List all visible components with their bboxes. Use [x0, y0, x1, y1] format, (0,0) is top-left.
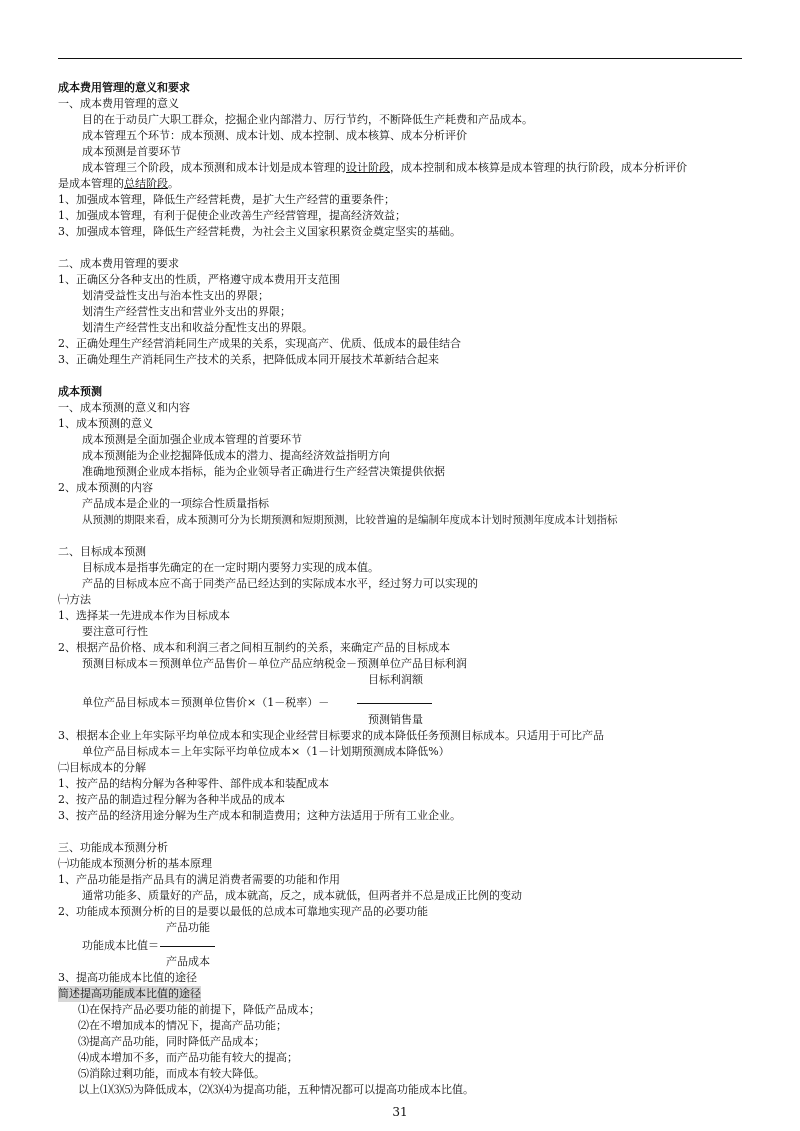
list-item: ⑴在保持产品必要功能的前提下，降低产品成本；: [78, 1003, 320, 1016]
list-item: 1、产品功能是指产品具有的满足消费者需要的功能和作用: [58, 873, 340, 886]
paragraph: 成本预测能为企业挖掘降低成本的潜力、提高经济效益指明方向: [82, 449, 390, 462]
list-item: ⑸消除过剩功能，而成本有较大降低。: [78, 1067, 265, 1080]
list-item: 2、成本预测的内容: [58, 481, 153, 494]
subheading: 一、成本费用管理的意义: [58, 97, 179, 110]
paragraph: 成本预测是首要环节: [82, 145, 181, 158]
list-item: 3、正确处理生产消耗同生产技术的关系，把降低成本同开展技术革新结合起来: [58, 353, 439, 366]
subheading: ㈠方法: [58, 593, 91, 606]
paragraph: 从预测的期限来看，成本预测可分为长期预测和短期预测，比较普遍的是编制年度成本计划时预测年度成本计划指标: [82, 514, 618, 526]
paragraph: 成本管理五个环节：成本预测、成本计划、成本控制、成本核算、成本分析评价: [82, 129, 467, 142]
paragraph: 通常功能多、质量好的产品，成本就高，反之，成本就低，但两者并不总是成正比例的变动: [82, 889, 522, 902]
paragraph: 产品的目标成本应不高于同类产品已经达到的实际成本水平，经过努力可以实现的: [82, 577, 478, 590]
fraction-numerator: 产品功能: [166, 921, 210, 934]
section-title: 成本预测: [58, 385, 102, 398]
paragraph: 成本预测是全面加强企业成本管理的首要环节: [82, 433, 302, 446]
list-item: 2、按产品的制造过程分解为各种半成品的成本: [58, 793, 285, 806]
paragraph: 是成本管理的总结阶段。: [58, 177, 179, 190]
list-item: 划清生产经营性支出和营业外支出的界限；: [82, 305, 291, 318]
underlined-term: 总结阶段: [124, 177, 168, 190]
underlined-term: 设计阶段: [346, 161, 390, 174]
list-item: ⑶提高产品功能，同时降低产品成本；: [78, 1035, 265, 1048]
fraction-bar: [160, 946, 215, 947]
list-item: 1、按产品的结构分解为各种零件、部件成本和装配成本: [58, 777, 329, 790]
formula: 预测目标成本＝预测单位产品售价－单位产品应纳税金－预测单位产品目标利润: [82, 657, 467, 670]
list-item: ⑵在不增加成本的情况下，提高产品功能；: [78, 1019, 287, 1032]
list-item: 1、正确区分各种支出的性质，严格遵守成本费用开支范围: [58, 273, 340, 286]
formula: 单位产品目标成本＝上年实际平均单位成本×（1－计划期预测成本降低%）: [82, 745, 450, 758]
paragraph: 产品成本是企业的一项综合性质量指标: [82, 497, 269, 510]
list-item: 3、根据本企业上年实际平均单位成本和实现企业经营目标要求的成本降低任务预测目标成本。只适用于可比产品: [58, 729, 604, 742]
list-item: 1、加强成本管理，降低生产经营耗费，是扩大生产经营的重要条件；: [58, 193, 395, 206]
paragraph: 以上⑴⑶⑸为降低成本，⑵⑶⑷为提高功能，五种情况都可以提高功能成本比值。: [78, 1083, 474, 1096]
subheading: ㈡目标成本的分解: [58, 761, 146, 774]
list-item: 3、按产品的经济用途分解为生产成本和制造费用；这种方法适用于所有工业企业。: [58, 809, 461, 822]
list-item: 1、选择某一先进成本作为目标成本: [58, 609, 230, 622]
list-item: 划清受益性支出与治本性支出的界限；: [82, 289, 269, 302]
subheading: 二、成本费用管理的要求: [58, 257, 179, 270]
paragraph: 准确地预测企业成本指标，能为企业领导者正确进行生产经营决策提供依据: [82, 465, 445, 478]
list-item: 划清生产经营性支出和收益分配性支出的界限。: [82, 321, 313, 334]
list-item: 1、加强成本管理，有利于促使企业改善生产经营管理，提高经济效益；: [58, 209, 406, 222]
formula: 单位产品目标成本＝预测单位售价×（1－税率）－: [82, 696, 330, 709]
header-rule: [58, 58, 742, 59]
fraction-denominator: 产品成本: [166, 955, 210, 968]
subheading: 二、目标成本预测: [58, 545, 146, 558]
list-item: ⑷成本增加不多，而产品功能有较大的提高；: [78, 1051, 298, 1064]
list-item: 1、成本预测的意义: [58, 417, 153, 430]
formula: 功能成本比值＝: [82, 939, 159, 952]
list-item: 3、加强成本管理，降低生产经营耗费，为社会主义国家积累资金奠定坚实的基础。: [58, 225, 461, 238]
fraction-bar: [357, 703, 432, 704]
list-item: 3、提高功能成本比值的途径: [58, 971, 197, 984]
highlighted-question: 简述提高功能成本比值的途径: [58, 987, 201, 1000]
page-number: 31: [392, 1105, 408, 1119]
list-item: 2、根据产品价格、成本和利润三者之间相互制约的关系，来确定产品的目标成本: [58, 641, 450, 654]
subheading: 三、功能成本预测分析: [58, 841, 168, 854]
paragraph: 目的在于动员广大职工群众，挖掘企业内部潜力、厉行节约，不断降低生产耗费和产品成本。: [82, 113, 533, 126]
fraction-denominator: 预测销售量: [368, 713, 423, 726]
paragraph: 目标成本是指事先确定的在一定时期内要努力实现的成本值。: [82, 561, 379, 574]
list-item: 2、正确处理生产经营消耗同生产成果的关系，实现高产、优质、低成本的最佳结合: [58, 337, 461, 350]
paragraph: 要注意可行性: [82, 625, 148, 638]
section-title: 成本费用管理的意义和要求: [58, 81, 190, 94]
paragraph: 成本管理三个阶段，成本预测和成本计划是成本管理的设计阶段，成本控制和成本核算是成本管理的执行阶段，成本分析评价: [82, 161, 687, 174]
subheading: ㈠功能成本预测分析的基本原理: [58, 857, 212, 870]
fraction-numerator: 目标利润额: [368, 673, 423, 686]
subheading: 一、成本预测的意义和内容: [58, 401, 190, 414]
list-item: 2、功能成本预测分析的目的是要以最低的总成本可靠地实现产品的必要功能: [58, 905, 428, 918]
